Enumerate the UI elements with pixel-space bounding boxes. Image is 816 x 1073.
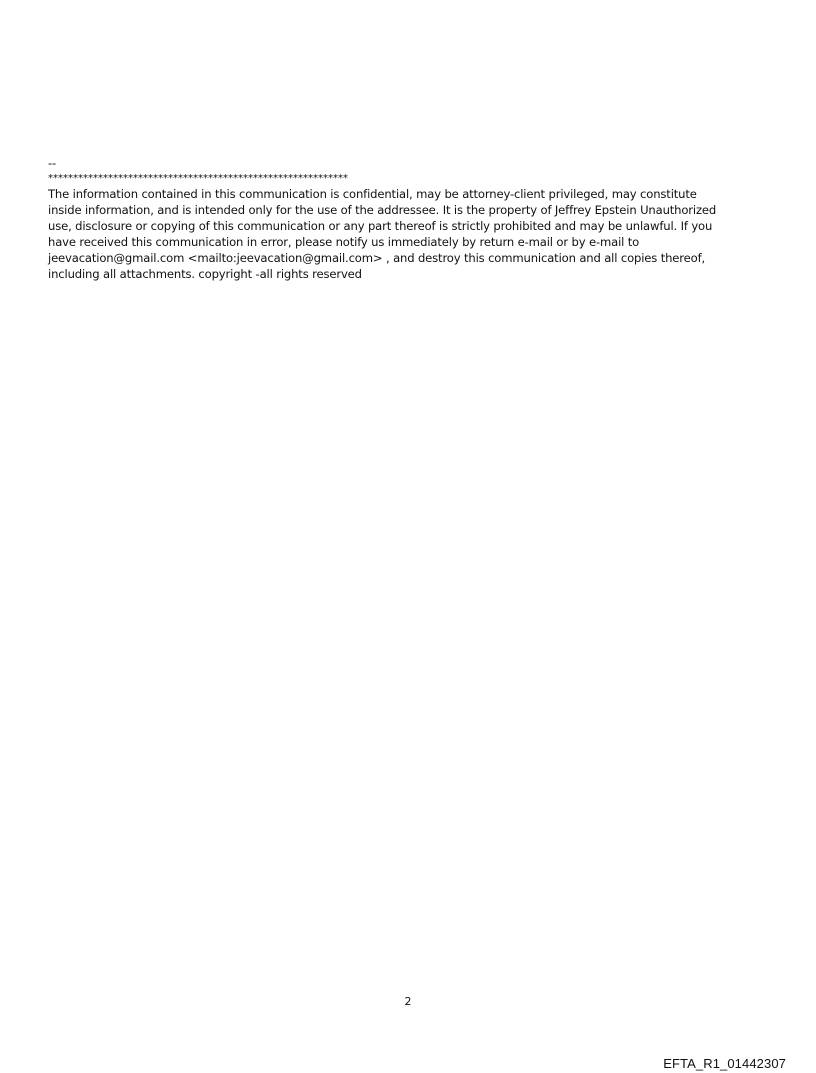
page-number: 2 [404, 995, 412, 1008]
document-id: EFTA_R1_01442307 [663, 1056, 786, 1071]
email-footer [48, 157, 768, 282]
asterisk-divider: ************************************************************ [48, 173, 348, 184]
confidentiality-disclaimer: The information contained in this communication is confidential, may be attorney-client privileged, may constitute inside information, and is intended only for the use of the addressee. It is the property of Jeffrey Epstein Unauthorized use, disclosure or copying of this communication or any part thereof is strictly prohibited and may be unlawful. If you have received this communication in error, please notify us immediately by return e-mail or by e-mail to jeevacation@gmail.com <mailto:jeevacation@gmail.com> , and destroy this communication and all copies thereof, including all attachments. copyright -all rights reserved [48, 187, 717, 281]
signature-separator: -- [48, 156, 57, 170]
